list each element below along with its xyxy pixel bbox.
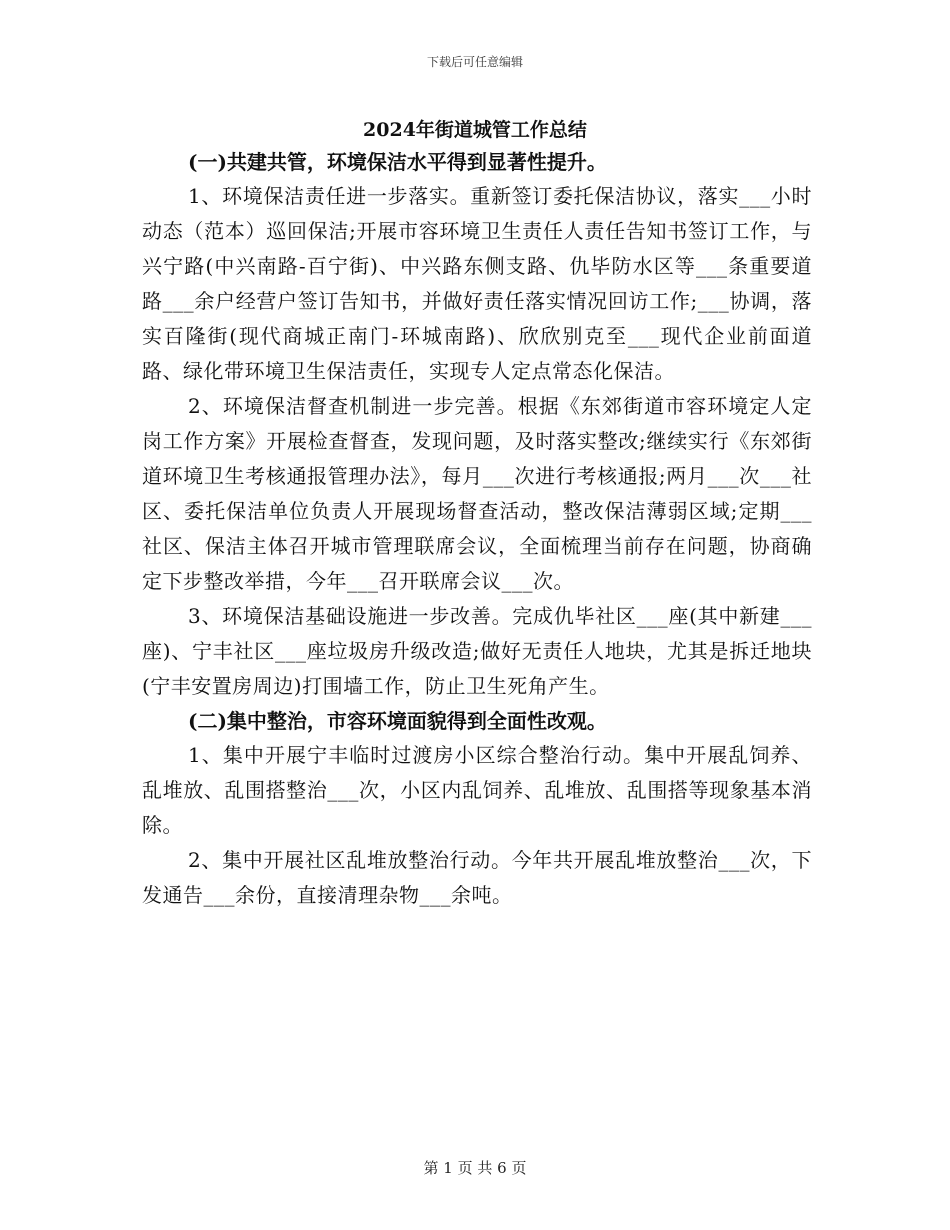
paragraph: 1、集中开展宁丰临时过渡房小区综合整治行动。集中开展乱饲养、乱堆放、乱围搭整治___次，小区内乱饲养、乱堆放、乱围搭等现象基本消除。 xyxy=(142,743,812,837)
page-header-note: 下载后可任意编辑 xyxy=(426,55,523,69)
section-heading: (一)共建共管，环境保洁水平得到显著性提升。 xyxy=(188,150,607,174)
section-2 xyxy=(142,704,812,913)
section-heading: (二)集中整治，市容环境面貌得到全面性改观。 xyxy=(188,709,607,733)
paragraph: 3、环境保洁基础设施进一步改善。完成仇毕社区___座(其中新建___座)、宁丰社区___座垃圾房升级改造;做好无责任人地块，尤其是拆迁地块(宁丰安置房周边)打围墙工作，防止卫生死角产生。 xyxy=(142,604,812,698)
paragraph: 2、集中开展社区乱堆放整治行动。今年共开展乱堆放整治___次，下发通告___余份，直接清理杂物___余吨。 xyxy=(142,848,812,907)
paragraph: 2、环境保洁督查机制进一步完善。根据《东郊街道市容环境定人定岗工作方案》开展检查督查，发现问题，及时落实整改;继续实行《东郊街道环境卫生考核通报管理办法》，每月___次进行考核通报;两月___次___社区、委托保洁单位负责人开展现场督查活动，整改保洁薄弱区域;定期___社区、保洁主体召开城市管理联席会议，全面梳理当前存在问题，协商确定下步整改举措，今年___召开联席会议___次。 xyxy=(142,394,812,593)
document-body xyxy=(142,145,812,913)
paragraph: 1、环境保洁责任进一步落实。重新签订委托保洁协议，落实___小时动态（范本）巡回保洁;开展市容环境卫生责任人责任告知书签订工作，与兴宁路(中兴南路-百宁街)、中兴路东侧支路、仇毕防水区等___条重要道路___余户经营户签订告知书，并做好责任落实情况回访工作;___协调，落实百隆街(现代商城正南门-环城南路)、欣欣别克至___现代企业前面道路、绿化带环境卫生保洁责任，实现专人定点常态化保洁。 xyxy=(142,184,812,383)
document-title: 2024年街道城管工作总结 xyxy=(363,119,587,141)
section-1 xyxy=(142,145,812,704)
page-number: 第 1 页 共 6 页 xyxy=(423,1159,527,1177)
